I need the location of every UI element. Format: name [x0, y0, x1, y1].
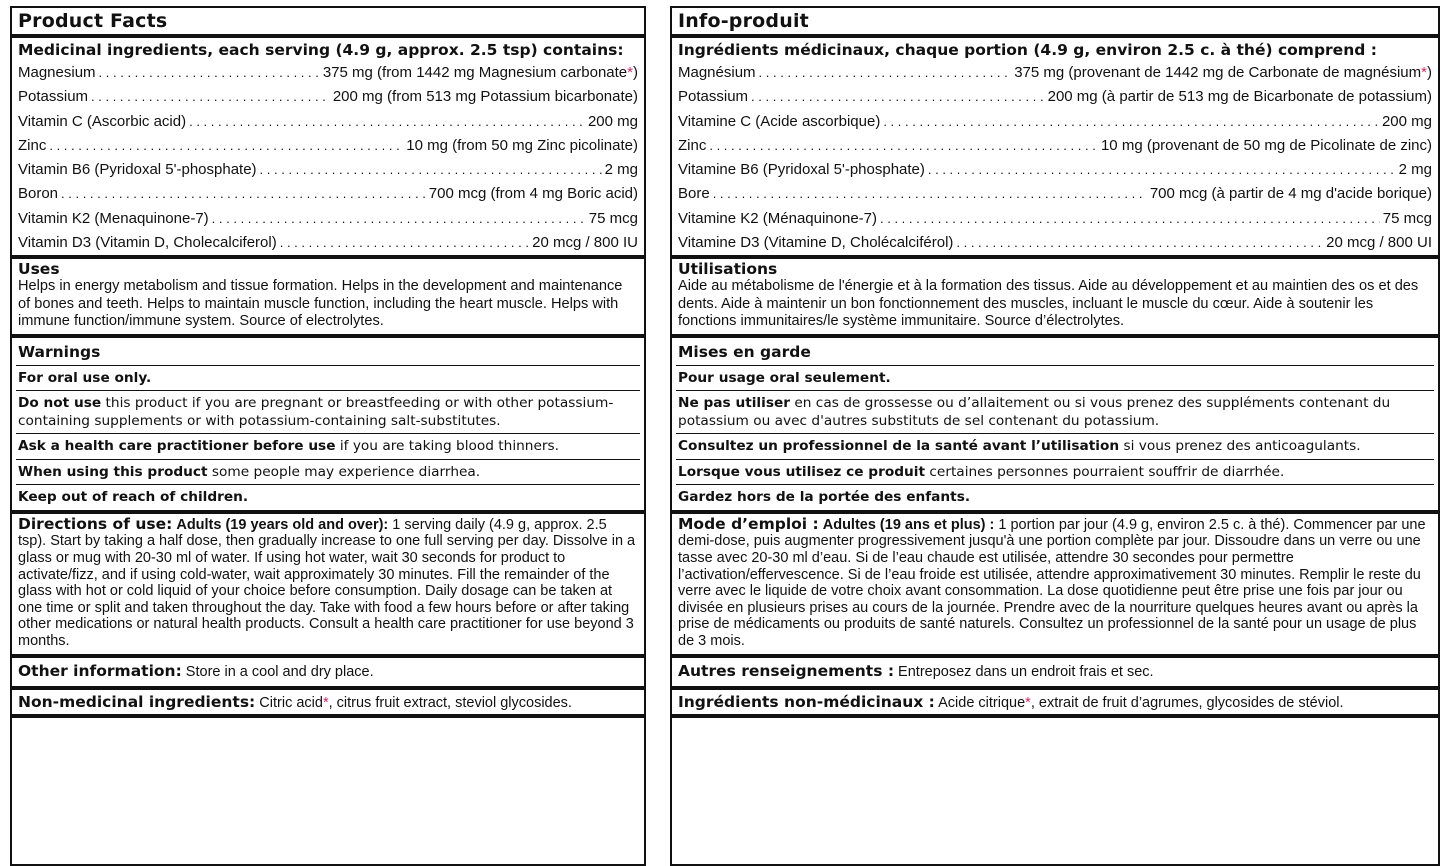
ingredient-row: Vitamin C (Ascorbic acid) . . . 200 mg: [12, 110, 644, 134]
warnings-heading: Mises en garde: [678, 342, 811, 361]
non-medicinal-ingredients: Ingrédients non-médicinaux : Acide citrique*, extrait de fruit d’agrumes, glycosides de stéviol.: [678, 692, 1344, 711]
warning-item: Ne pas utiliser en cas de grossesse ou d’allaitement ou si vous prenez des suppléments contenant du potassium ou avec d'autres substituts de sel contenant du potassium.: [678, 395, 1391, 429]
ingredient-row: Vitamine B6 (Pyridoxal 5'-phosphate) . . . 2 mg: [672, 158, 1438, 182]
ingredient-row: Bore . . . 700 mcg (à partir de 4 mg d'acide borique): [672, 182, 1438, 206]
uses-text: Helps in energy metabolism and tissue formation. Helps in the development and maintenance of bones and teeth. Helps to maintain muscle function, including the heart muscle. Helps with immune function/immune system. Source of electrolytes.: [18, 278, 623, 330]
ingredient-row: Potassium . . . 200 mg (from 513 mg Potassium bicarbonate): [12, 85, 644, 109]
warnings-heading: Warnings: [18, 342, 101, 361]
warning-item: Ask a health care practitioner before use if you are taking blood thinners.: [18, 438, 560, 455]
ingredient-row: Boron . . . 700 mcg (from 4 mg Boric acid): [12, 182, 644, 206]
product-facts-panel-fr: [670, 6, 1440, 866]
warning-item: Keep out of reach of children.: [18, 489, 249, 506]
panel-title: Info-produit: [672, 8, 1438, 38]
ingredient-row: Magnésium . . . 375 mg (provenant de 1442 mg de Carbonate de magnésium*): [672, 61, 1438, 85]
divider: [672, 714, 1438, 718]
ingredient-row: Magnesium . . . 375 mg (from 1442 mg Magnesium carbonate*): [12, 61, 644, 85]
panel-title: Product Facts: [12, 8, 644, 38]
ingredients-list: [672, 61, 1438, 255]
directions-of-use: Directions of use: Adults (19 years old and over): 1 serving daily (4.9 g, approx. 2.5 tsp). Start by taking a half dose, then gradually increase to one full serving per day. Dissolve in a glass or mug with 20-30 ml of water. If using hot water, wait 30 seconds for product to activate/fizz, and if using cold-water, wait approximately 30 minutes. Fill the remainder of the glass with hot or cold liquid of your choice before consumption. Daily dosage can be taken at one time or split and taken throughout the day. Take with food a few hours before or after taking other medications or natural health products. Consult a health care practitioner for use beyond 3 months.: [18, 514, 636, 650]
ingredients-heading: Medicinal ingredients, each serving (4.9 g, approx. 2.5 tsp) contains:: [18, 41, 624, 59]
ingredient-row: Vitamine C (Acide ascorbique) . . . 200 mg: [672, 110, 1438, 134]
warning-item: Pour usage oral seulement.: [678, 369, 891, 386]
warning-item: Do not use this product if you are pregnant or breastfeeding or with other potassium-containing supplements or with potassium-containing salt-substitutes.: [18, 395, 614, 429]
directions-of-use: Mode d’emploi : Adultes (19 ans et plus) : 1 portion par jour (4.9 g, environ 2.5 c. à thé). Commencer par une demi-dose, puis augmenter progressivement jusqu'à une portion complète par jour. Dissoudre dans un verre ou une tasse avec 20-30 ml d’eau. Si de l’eau chaude est utilisée, attendre 30 secondes pour permettre l’activation/effervescence. Si de l’eau froide est utilisée, attendre approximativement 30 minutes. Remplir le reste du verre avec le liquide de votre choix avant consommation. La dose quotidienne peut être prise une fois par jour ou divisée en plusieurs prises au cours de la journée. Prendre avec de la nourriture quelques heures avant ou après la prise de médicaments ou produits de santé naturels. Consultez un professionnel de la santé pour un usage de plus de 3 mois.: [678, 514, 1426, 650]
divider: [12, 714, 644, 718]
ingredient-row: Vitamin D3 (Vitamin D, Cholecalciferol) . . . 20 mcg / 800 IU: [12, 231, 644, 255]
non-medicinal-ingredients: Non-medicinal ingredients: Citric acid*, citrus fruit extract, steviol glycosides.: [18, 692, 572, 711]
ingredient-row: Vitamine K2 (Ménaquinone-7) . . . 75 mcg: [672, 207, 1438, 231]
warning-item: Consultez un professionnel de la santé avant l’utilisation si vous prenez des anticoagulants.: [678, 438, 1361, 455]
other-information: Other information: Store in a cool and dry place.: [18, 661, 374, 680]
warning-item: For oral use only.: [18, 369, 152, 386]
warning-item: Gardez hors de la portée des enfants.: [678, 489, 971, 506]
ingredient-row: Potassium . . . 200 mg (à partir de 513 mg de Bicarbonate de potassium): [672, 85, 1438, 109]
warning-item: When using this product some people may experience diarrhea.: [18, 463, 481, 480]
uses-heading: Uses: [18, 260, 60, 279]
ingredient-row: Zinc . . . 10 mg (provenant de 50 mg de Picolinate de zinc): [672, 134, 1438, 158]
warning-item: Lorsque vous utilisez ce produit certaines personnes pourraient souffrir de diarrhée.: [678, 463, 1285, 480]
uses-text: Aide au métabolisme de l'énergie et à la formation des tissus. Aide au développement et au maintien des os et des dents. Aide à maintenir un bon fonctionnement des muscles, incluant le muscle du cœur. Aide à soutenir les fonctions immunitaires/le système immunitaire. Source d’électrolytes.: [678, 278, 1419, 330]
ingredient-row: Vitamin B6 (Pyridoxal 5'-phosphate) . . . 2 mg: [12, 158, 644, 182]
uses-heading: Utilisations: [678, 260, 778, 279]
ingredients-heading: Ingrédients médicinaux, chaque portion (4.9 g, environ 2.5 c. à thé) comprend :: [678, 41, 1377, 59]
other-information: Autres renseignements : Entreposez dans un endroit frais et sec.: [678, 661, 1154, 680]
ingredient-row: Vitamin K2 (Menaquinone-7) . . . 75 mcg: [12, 207, 644, 231]
ingredient-row: Vitamine D3 (Vitamine D, Cholécalciférol) . . . 20 mcg / 800 UI: [672, 231, 1438, 255]
product-facts-panel-en: [10, 6, 646, 866]
ingredient-row: Zinc . . . 10 mg (from 50 mg Zinc picolinate): [12, 134, 644, 158]
ingredients-list: [12, 61, 644, 255]
